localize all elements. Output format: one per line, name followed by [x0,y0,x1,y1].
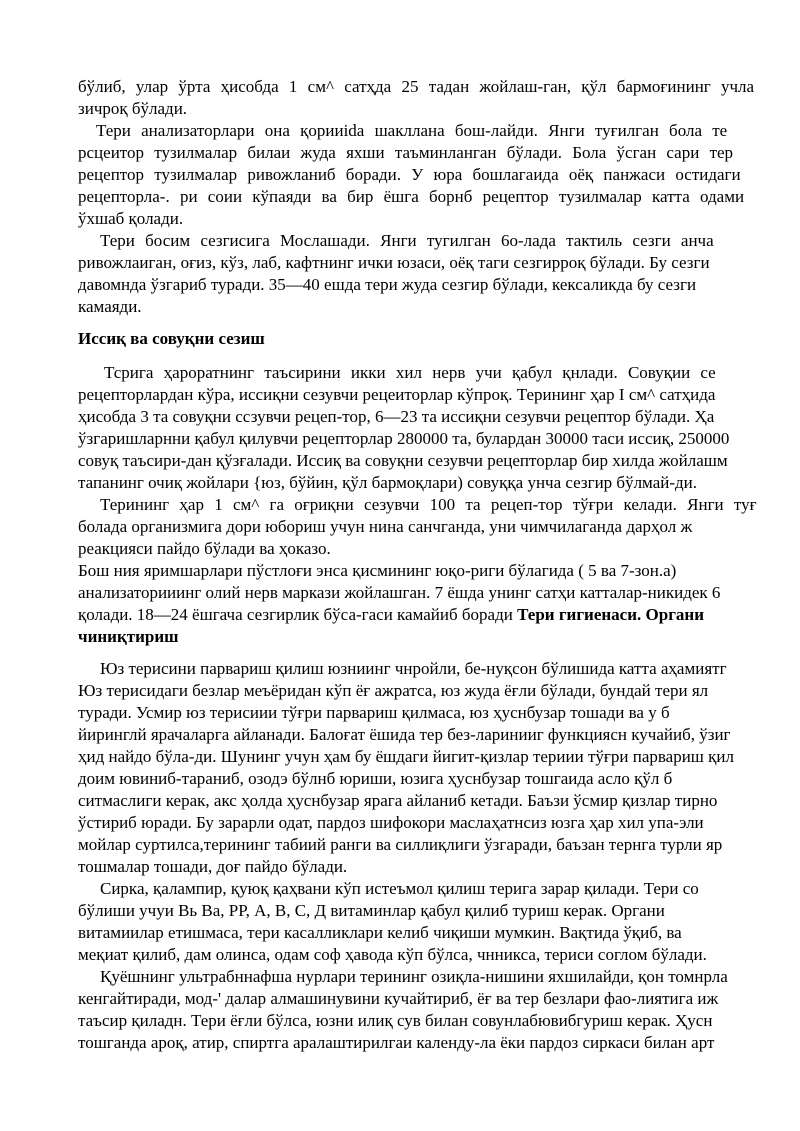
section-heading: Иссиқ ва совуқни сезиш [78,329,265,348]
text-line [78,604,704,626]
text-line: болада организмига дори юбориш учун нина санчганда, уни чимчилаганда дарҳол ж [78,517,693,536]
text-line: тошганда ароқ, атир, спиртга аралаштирилгаи календу-ла ёки пардоз сиркаси билан арт [78,1033,715,1052]
text-line: ситмаслиги керак, акс ҳолда ҳуснбузар ярага айланиб кетади. Баъзи ўсмир қизлар тирно [78,791,718,810]
text-line: кенгайтиради, мод-' далар алмашинувини кучайтириб, ёғ ва тер безлари фао-лиятига иж [78,989,719,1008]
text-line: тошмалар тошади, доғ пайдо бўлади. [78,857,348,876]
text-line: йиринглй ярачаларга айланади. Балоғат ёшида тер без-ларинииг функциясн кучайиб, ўзиг [78,725,731,744]
text-span: қолади. 18—24 ёшгача сезгирлик бўса-гаси камайиб боради [78,605,513,624]
text-line: ўстириб юради. Бу зарарли одат, пардоз шифокори маслаҳатнсиз юзга ҳар хил упа-эли [78,813,704,832]
text-line: бўлиши учуи Вь Ва, РР, А, В, С, Д витаминлар қабул қилиб туриш керак. Органи [78,901,665,920]
text-line: меқиат қилиб, дам олинса, одам соф ҳавода кўп бўлса, чнникса, териси соглом бўлади. [78,945,707,964]
text-line: тапанинг очиқ жойлари {юз, бўйин, қўл бармоқлари) совуққа унча сезгир бўлмай-ди. [78,473,697,492]
text-line: Юз терисидаги безлар меъёридан кўп ёғ ажратса, юз жуда ёғли бўлади, бундай тери ял [78,681,709,700]
text-line: туради. Усмир юз терисиии тўғри парвариш қилмаса, юз ҳуснбузар тошади ва у б [78,703,670,722]
text-line: ўхшаб қолади. [78,209,184,228]
text-line: ўзгаришларнни қабул қилувчи рецепторлар 280000 та, булардан 30000 таси иссиқ, 250000 [78,429,730,448]
paragraph-start: Сирка, қалампир, қуюқ қаҳвани кўп истеъмол қилиш терига зарар қилади. Тери со [100,879,699,898]
paragraph-start: Юз терисини парвариш қилиш юзниинг чнройли, бе-нуқсон бўлишида катта аҳамиятг [100,659,727,678]
text-line: давомнда ўзгариб туради. 35—40 ешда тери жуда сезгир бўлади, кексаликда бу сезги [78,275,697,294]
section-heading-inline: Тери гигиенаси. Органи [517,605,705,624]
text-line: мойлар суртилса,терининг табиий ранги ва силлиқлиги ўзгаради, баъзан тернга турли яр [78,835,723,854]
text-line: бўлиб, улар ўрта ҳисобда 1 см^ сатҳда 25 тадан жойлаш-ган, қўл бармоғининг учла [78,77,755,96]
text-line: таъсир қиладн. Тери ёғли бўлса, юзни илиқ сув билан совунлабювибгуриш керак. Ҳусн [78,1011,713,1030]
text-line: витамиилар етишмаса, тери касалликлари келиб чиқиши мумкин. Вақтида ўқиб, ва [78,923,682,942]
text-line: совуқ таъсири-дан қўзғалади. Иссиқ ва совуқни сезувчи рецепторлар бир хилда жойлашм [78,451,728,470]
text-line: ривожлаиган, оғиз, кўз, лаб, кафтнинг ички юзаси, оёқ таги сезгирроқ бўлади. Бу сезги [78,253,710,272]
text-line: рецептор тузилмалар ривожланиб боради. У юра бошлагаида оёқ панжаси остидаги [78,165,741,184]
section-heading-cont: чиниқтириш [78,627,179,646]
text-line: реакцияси пайдо бўлади ва ҳоказо. [78,539,331,558]
text-line: ҳисобда 3 та совуқни ссзувчи рецеп-тор, 6—23 та иссиқни сезувчи рецептор бўлади. Ҳа [78,407,715,426]
paragraph-start: Терининг ҳар 1 см^ га оғриқни сезувчи 100 та рецеп-тор тўғри келади. Янги туғ [100,495,757,514]
paragraph-start: Тсрига ҳароратнинг таъсирини икки хил нерв учи қабул қнлади. Совуқии се [104,363,716,382]
text-line: Бош ния яримшарлари пўстлоғи энса қисмининг юқо-риги бўлагида ( 5 ва 7-зон.а) [78,561,677,580]
text-line: ҳид найдо бўла-ди. Шунинг учун ҳам бу ёшдаги йигит-қизлар териии тўғри парвариш қил [78,747,734,766]
text-line: камаяди. [78,297,142,316]
paragraph-start: Тери босим сезгисига Мослашади. Янги тугилган 6о-лада тактиль сезги анча [100,231,714,250]
text-line: рецепторлардан кўра, иссиқни сезувчи рецеиторлар кўпроқ. Терининг ҳар I см^ сатҳида [78,385,716,404]
text-line: анализаторииинг олий нерв маркази жойлашган. 7 ёшда унинг сатҳи катталар-никидек 6 [78,583,721,602]
paragraph-start: Қуёшнинг ультрабннафша нурлари терининг озиқла-нишини яхшилайди, қон томнрла [100,967,728,986]
text-line: рецепторла-. ри соии кўпаяди ва бир ёшга борнб рецептор тузилмалар катта одами [78,187,745,206]
text-line: доим ювиниб-тараниб, озодэ бўлнб юриши, юзига ҳуснбузар тошгаида асло қўл б [78,769,673,788]
text-line: зичроқ бўлади. [78,99,188,118]
paragraph-start: Тери анализаторлари она қорииida шакллана бош-лайди. Янги туғилган бола те [96,121,728,140]
text-line: рсцеитор тузилмалар билаи жуда яхши таъминланган бўлади. Бола ўсган сари тер [78,143,734,162]
